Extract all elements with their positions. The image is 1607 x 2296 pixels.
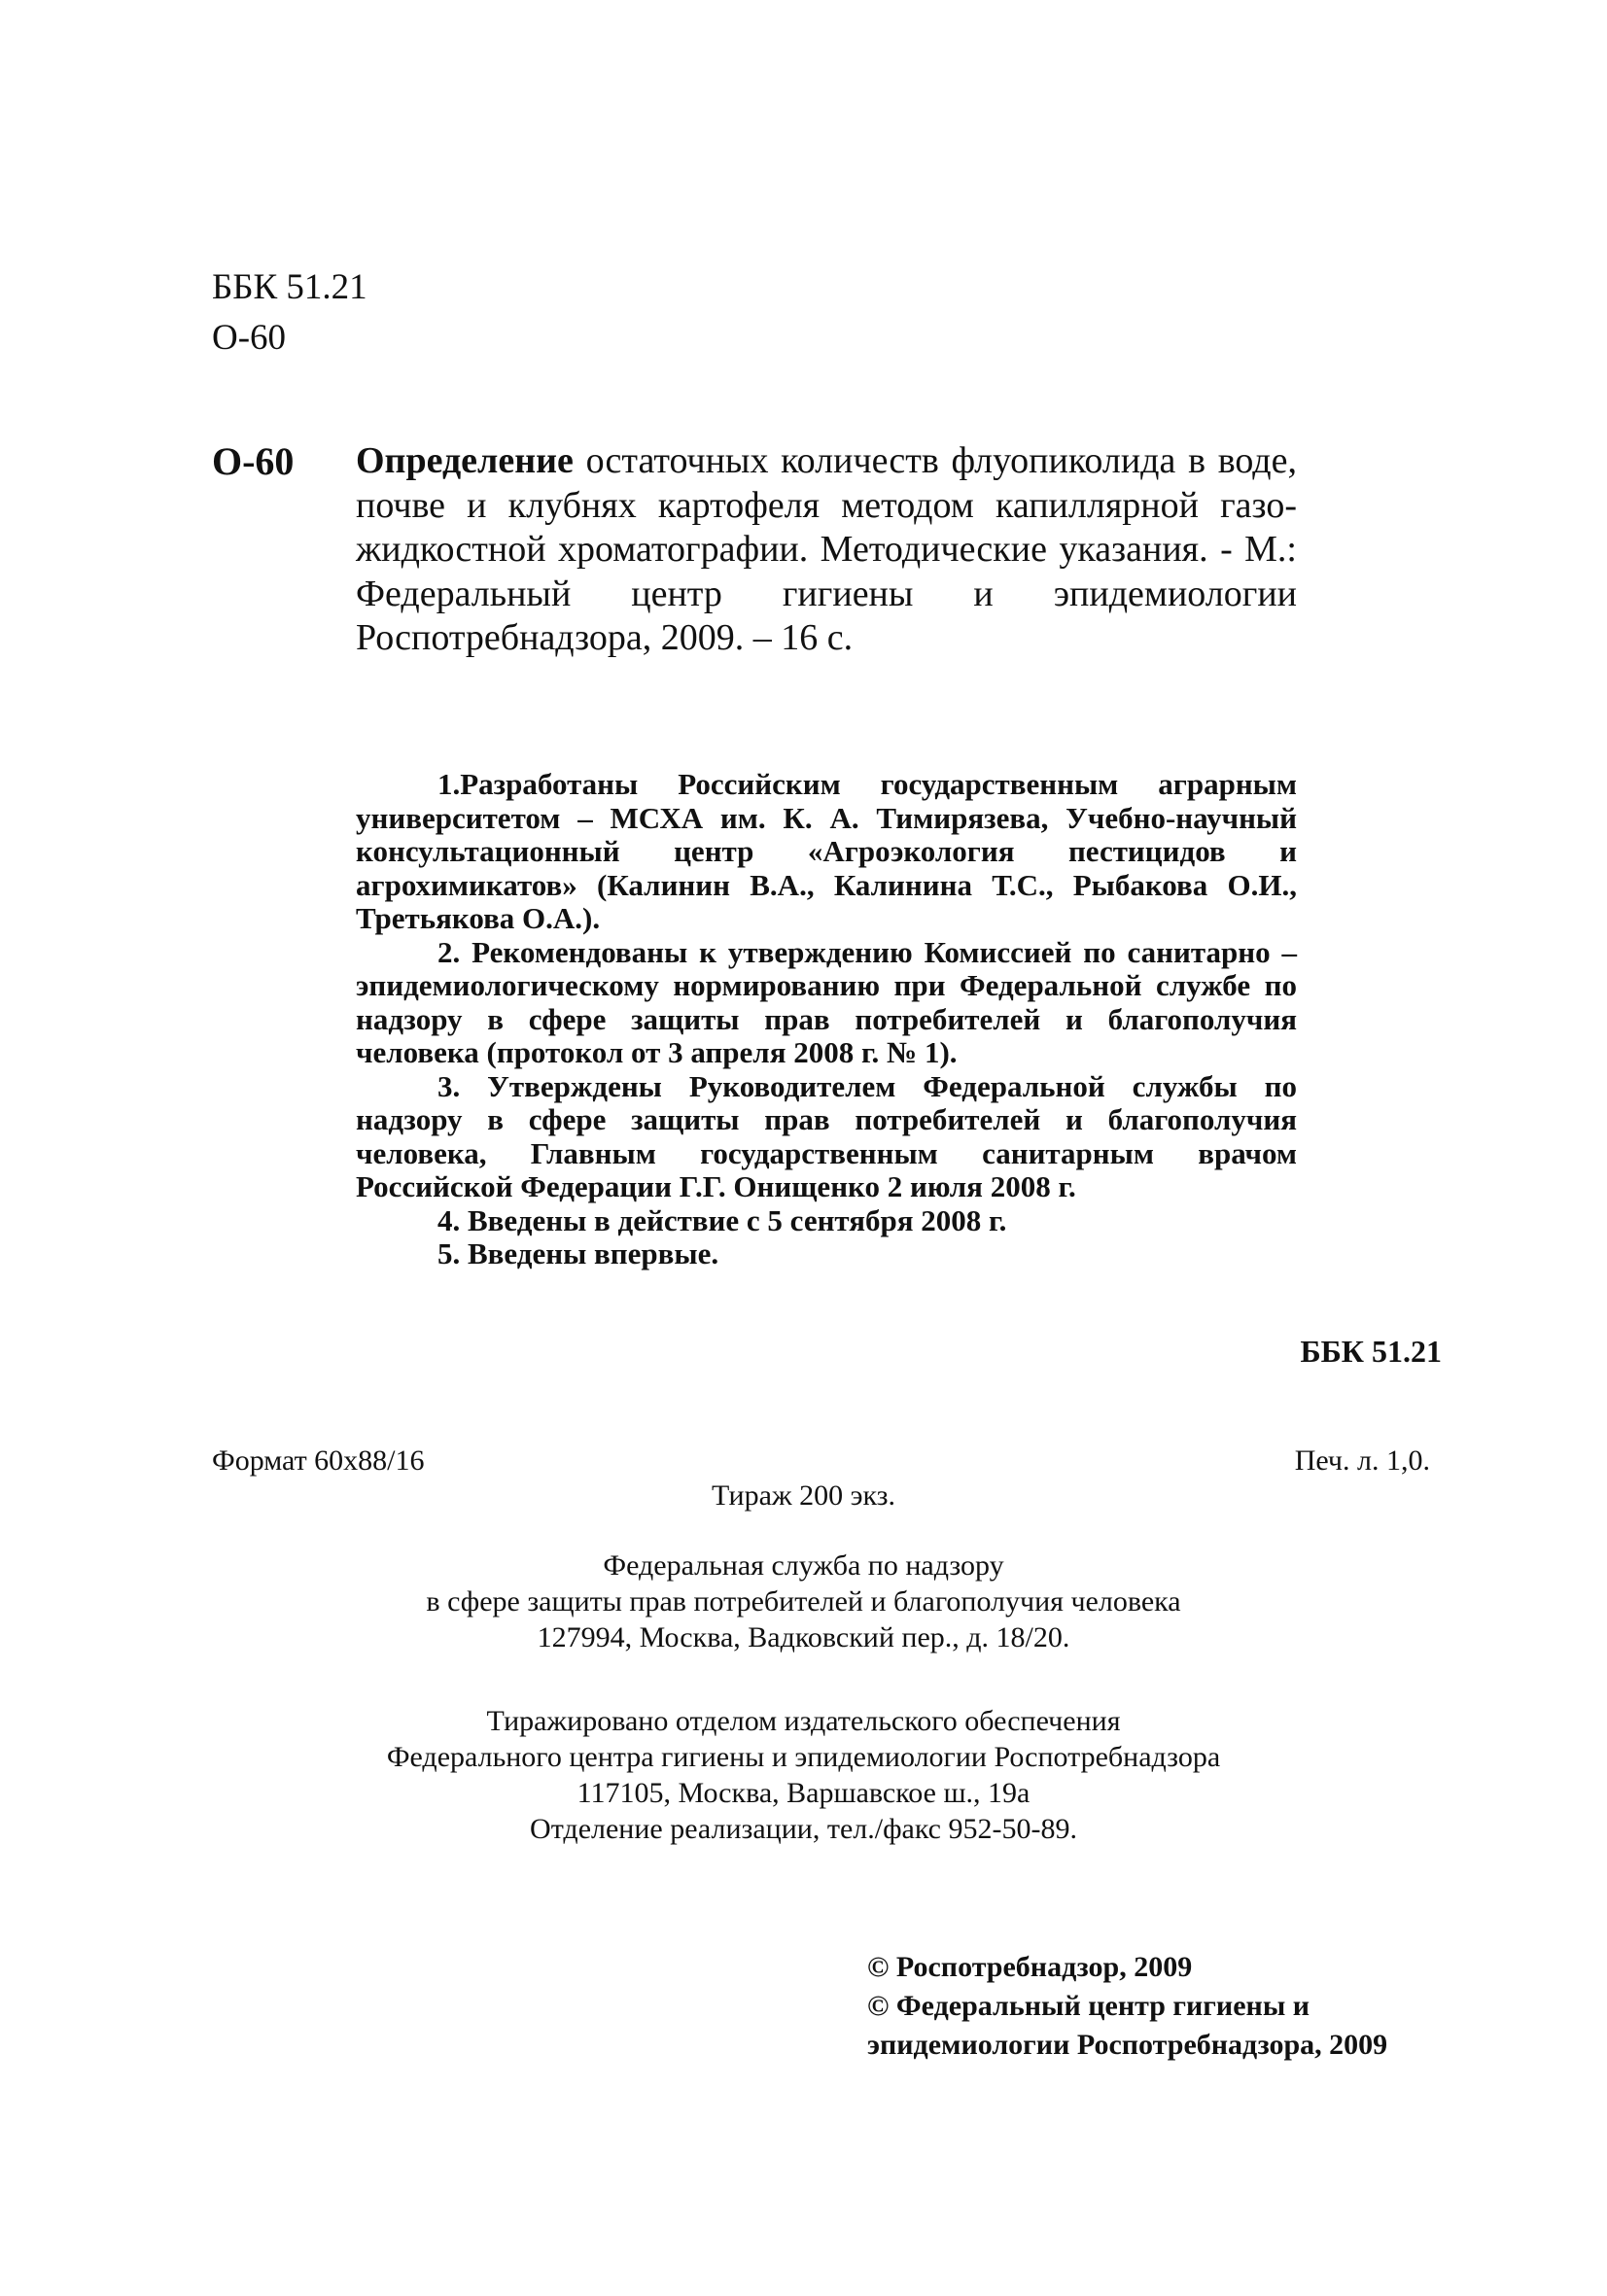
copyright-line: © Федеральный центр гигиены и: [867, 1990, 1310, 2022]
catalog-code: О-60: [212, 439, 295, 483]
bbk-index-right: ББК 51.21: [1300, 1334, 1442, 1369]
printer-address: 117105, Москва, Варшавское ш., 19а: [576, 1777, 1031, 1809]
print-run-info: Тираж 200 экз.: [711, 1479, 896, 1512]
printer-contact: Отделение реализации, тел./факс 952-50-89.: [530, 1813, 1077, 1845]
copyright-line: © Роспотребнадзор, 2009: [867, 1951, 1193, 1983]
publisher-block: [0, 1548, 1607, 1655]
printer-line: Тиражировано отделом издательского обеспечения: [486, 1705, 1121, 1737]
catalog-title-word: Определение: [356, 440, 574, 481]
printer-block: [0, 1703, 1607, 1847]
bbk-index-block: [212, 262, 367, 364]
credits-list: [356, 768, 1297, 1271]
publisher-line: в сфере защиты прав потребителей и благополучия человека: [426, 1585, 1181, 1618]
printer-line: Федерального центра гигиены и эпидемиологии Роспотребнадзора: [386, 1741, 1221, 1773]
credit-item: 3. Утверждены Руководителем Федеральной службы по надзору в сфере защиты прав потребителей и благополучия человека, Главным государственным санитарным врачом Российской Федерации Г.Г. Онищенко 2 июля 2008 г.: [356, 1068, 1297, 1203]
print-sheets-info: Печ. л. 1,0.: [1294, 1444, 1430, 1477]
copyright-line: эпидемиологии Роспотребнадзора, 2009: [867, 2029, 1388, 2061]
copyright-block: [867, 1948, 1387, 2065]
publisher-address: 127994, Москва, Вадковский пер., д. 18/20.: [537, 1621, 1070, 1653]
credit-item: 4. Введены в действие с 5 сентября 2008 г.: [437, 1202, 1007, 1237]
author-mark: О-60: [212, 318, 287, 358]
bbk-index: ББК 51.21: [212, 267, 367, 307]
credit-item: 2. Рекомендованы к утверждению Комиссией по санитарно – эпидемиологическому нормированию при Федеральной службе по надзору в сфере защиты прав потребителей и благополучия человека (протокол от 3 апреля 2008 г. № 1).: [356, 934, 1297, 1069]
format-info: Формат 60х88/16: [212, 1444, 425, 1477]
publisher-line: Федеральная служба по надзору: [603, 1549, 1004, 1582]
catalog-text-body: остаточных количеств флуопиколида в воде, почве и клубнях картофеля методом капиллярной газо-жидкостной хроматографии. Методические указания. - М.: Федеральный центр гигиены и эпидемиологии Роспотребнадзора, 2009. – 16 с.: [356, 440, 1297, 658]
credit-item: 5. Введены впервые.: [437, 1236, 719, 1270]
credit-item: 1.Разработаны Российским государственным аграрным университетом – МСХА им. К. А. Тимирязева, Учебно-научный консультационный центр «Агроэкология пестицидов и агрохимикатов» (Калинин В.А., Калинина Т.С., Рыбакова О.И., Третьякова О.А.).: [356, 767, 1297, 935]
catalog-description: [356, 439, 1297, 661]
